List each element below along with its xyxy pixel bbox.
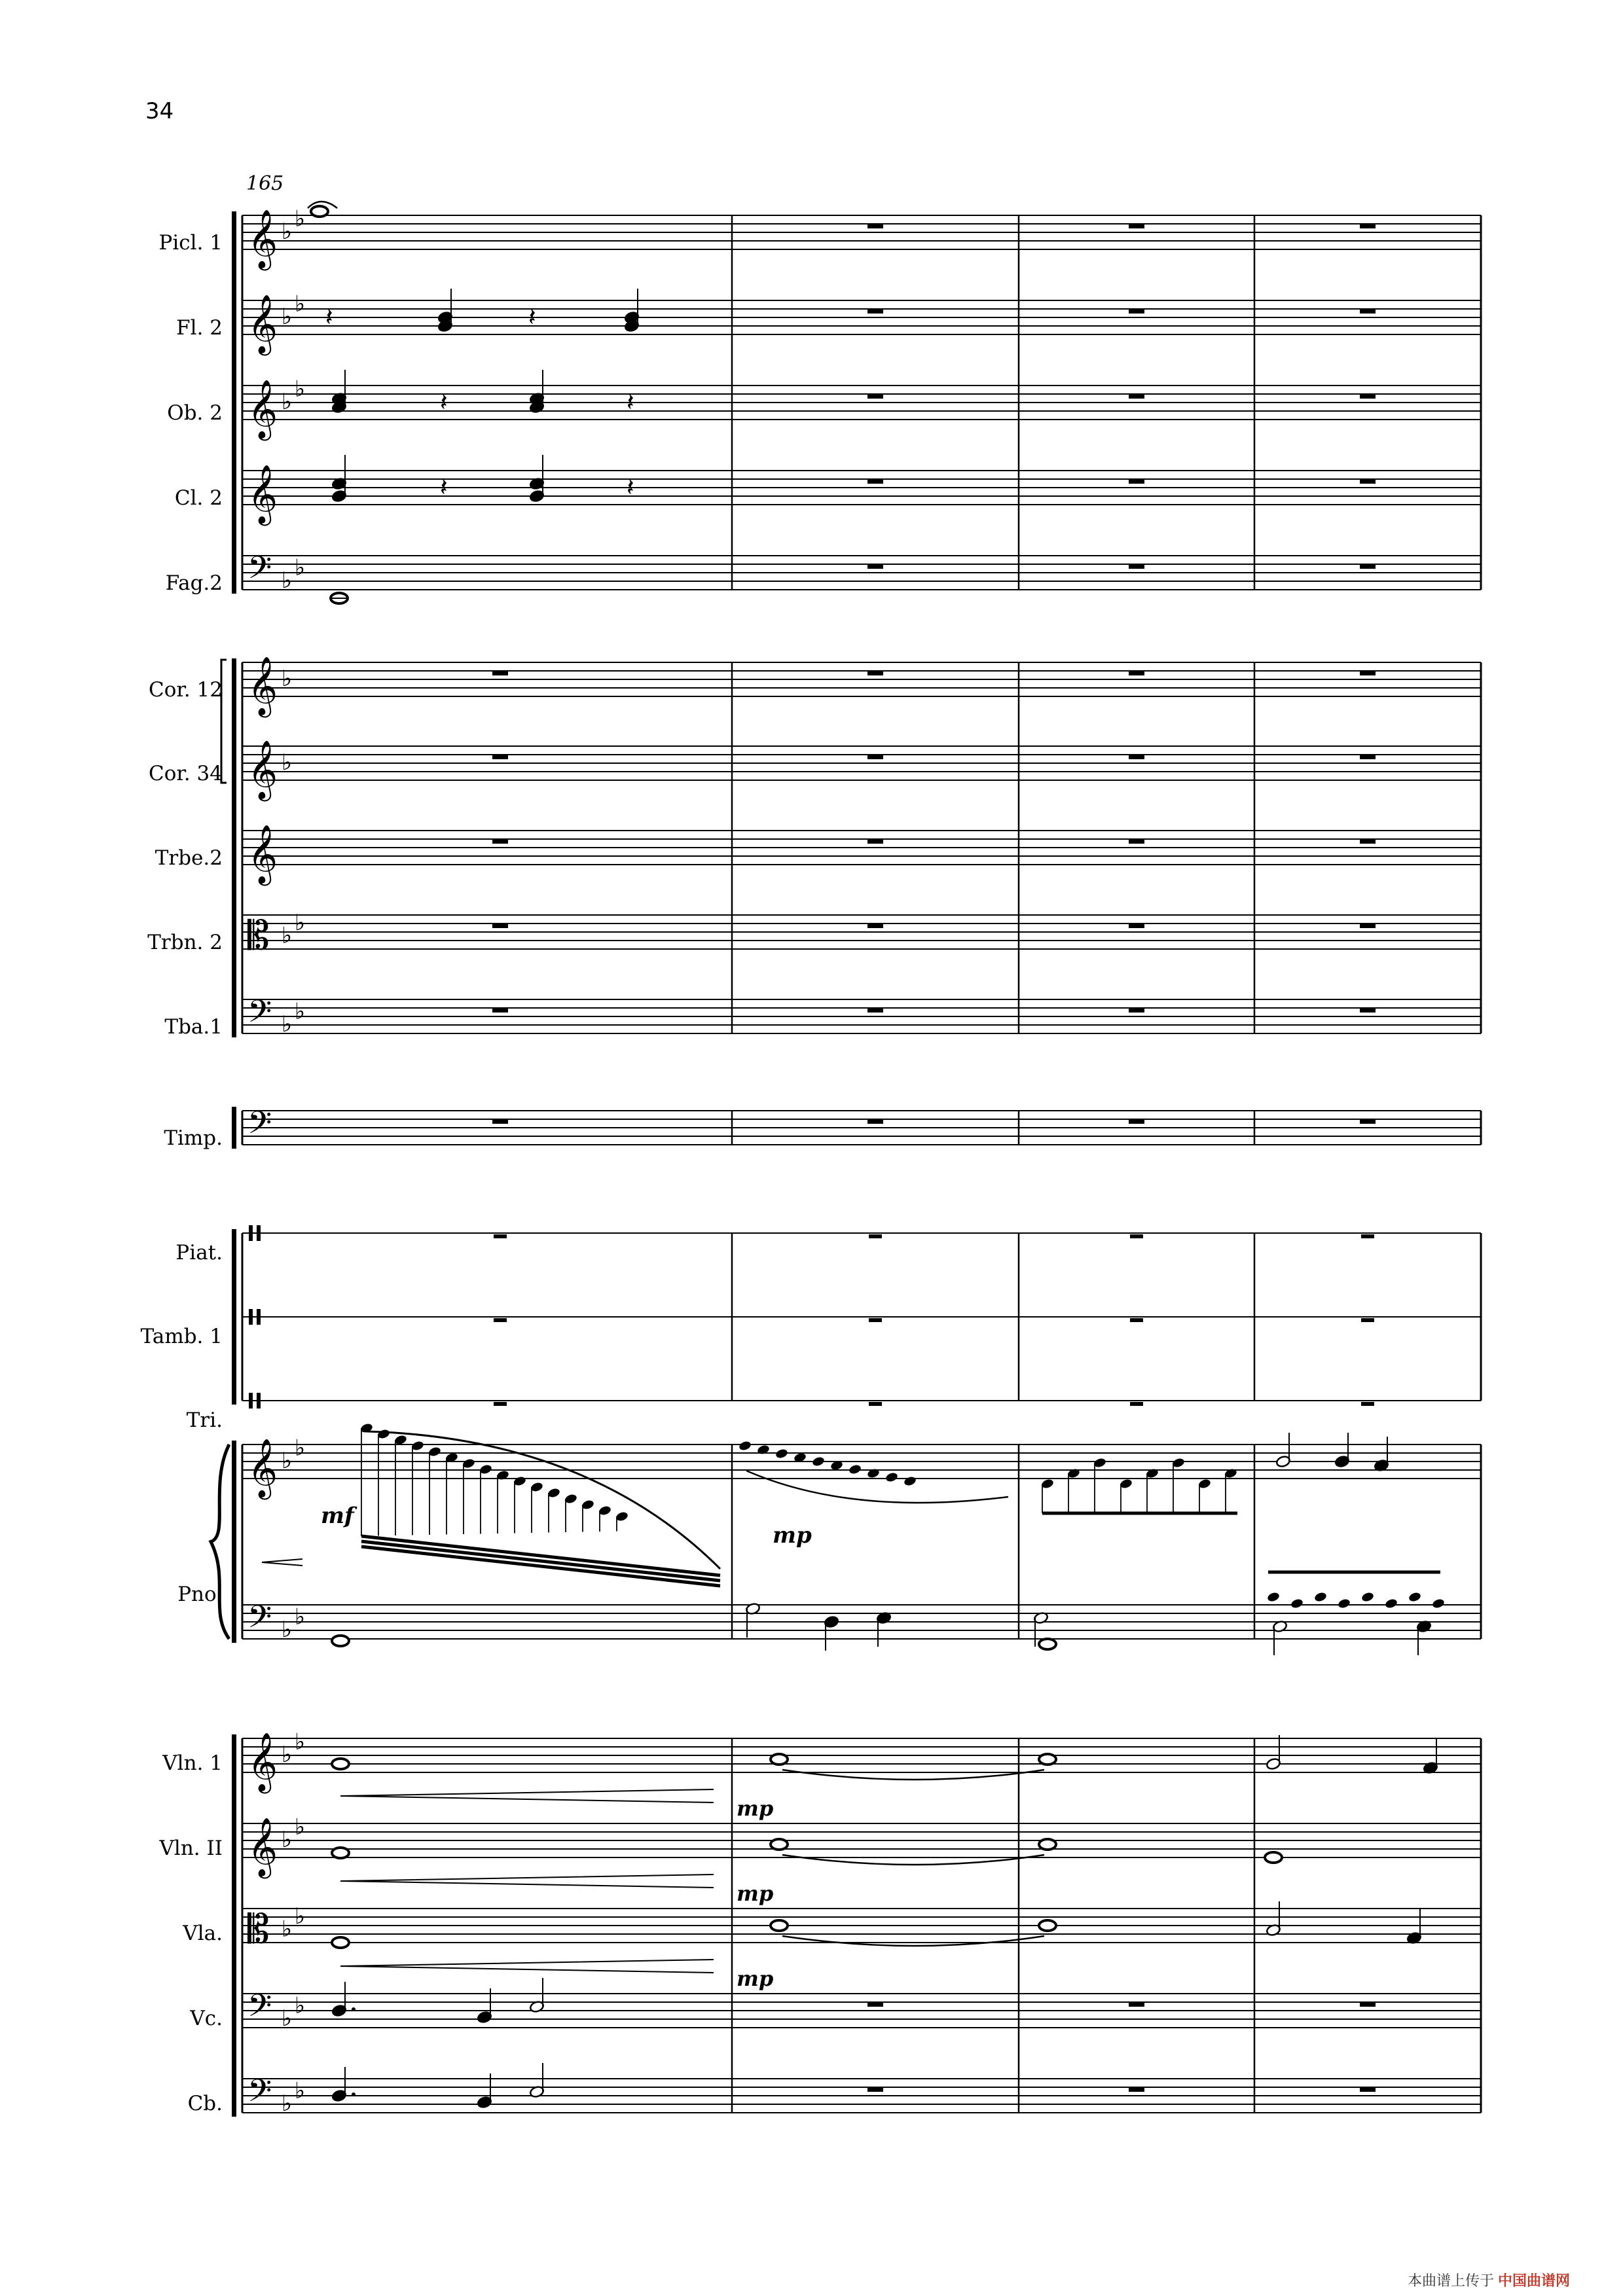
staff-cor-12	[242, 662, 1481, 696]
whole-rest-icon	[867, 394, 883, 399]
note-icon	[1272, 1620, 1288, 1655]
bass-clef-icon: 𝄢	[247, 1987, 272, 2032]
staff-vln-ii	[242, 1823, 1481, 1857]
whole-rest-icon	[867, 1008, 883, 1013]
staff-cb-	[242, 2079, 1481, 2113]
staff-tba-1	[242, 999, 1481, 1033]
treble-clef-icon: 𝄞	[247, 825, 278, 884]
staff-fag-2	[242, 556, 1481, 590]
whole-rest-icon	[867, 1119, 883, 1124]
flat-icon: ♭	[295, 1992, 306, 2019]
flat-icon: ♭	[282, 1011, 293, 1037]
note-icon	[1416, 1620, 1432, 1655]
whole-rest-icon	[1130, 1402, 1143, 1406]
instrument-label: Piat.	[175, 1241, 223, 1265]
note-icon	[1266, 1901, 1281, 1937]
whole-rest-icon	[1360, 1008, 1376, 1013]
whole-rest-icon	[1129, 839, 1144, 844]
instrument-label: Cor. 12	[149, 678, 223, 702]
dynamic-mp: mp	[737, 1796, 774, 1821]
whole-rest-icon	[867, 671, 883, 675]
bass-clef-icon: 𝄢	[247, 2072, 272, 2117]
note-icon	[1275, 1433, 1291, 1468]
bracket	[232, 1734, 236, 2117]
flat-icon: ♭	[282, 1448, 293, 1474]
flat-icon: ♭	[295, 1604, 306, 1630]
flat-icon: ♭	[295, 291, 306, 317]
whole-rest-icon	[1360, 309, 1376, 314]
whole-rest-icon	[1360, 924, 1376, 928]
whole-note-icon	[1039, 1920, 1056, 1931]
whole-rest-icon	[492, 1008, 508, 1013]
treble-clef-icon: 𝄞	[247, 1439, 278, 1498]
note-icon	[876, 1611, 892, 1647]
alto-clef-icon: 𝄡	[247, 913, 270, 959]
bass-clef-icon: 𝄢	[247, 549, 272, 594]
bracket	[232, 658, 236, 1037]
instrument-label: Vla.	[183, 1922, 223, 1945]
whole-rest-icon	[1361, 1402, 1374, 1406]
instrument-label: Pno.	[177, 1583, 223, 1606]
crescendo-hairpin	[340, 1960, 714, 1973]
treble-clef-icon: 𝄞	[247, 209, 278, 268]
whole-rest-icon	[494, 1402, 507, 1406]
whole-rest-icon	[1360, 564, 1376, 569]
whole-rest-icon	[492, 1119, 508, 1124]
instrument-label: Tri.	[186, 1408, 223, 1432]
whole-rest-icon	[1360, 2087, 1376, 2092]
flat-icon: ♭	[295, 910, 306, 936]
tie-icon	[782, 1770, 1044, 1780]
whole-rest-icon	[1129, 309, 1144, 314]
staff-piano-treble	[242, 1444, 1481, 1479]
whole-rest-icon	[1129, 755, 1144, 759]
whole-rest-icon	[1360, 479, 1376, 484]
piano-brace	[211, 1444, 229, 1639]
whole-rest-icon	[1361, 1234, 1374, 1238]
note-icon	[331, 1982, 347, 2017]
whole-note-icon	[1039, 1839, 1056, 1850]
whole-note-icon	[332, 1937, 349, 1948]
whole-rest-icon	[1130, 1318, 1143, 1322]
quarter-rest-icon: 𝄽	[627, 387, 634, 416]
instrument-label: Trbn. 2	[147, 931, 223, 954]
whole-rest-icon	[1130, 1234, 1143, 1238]
footer-logo: 中国曲谱网	[1498, 2273, 1571, 2289]
whole-rest-icon	[1360, 2002, 1376, 2007]
whole-rest-icon	[867, 755, 883, 759]
crescendo-hairpin	[340, 1789, 714, 1803]
flat-icon: ♭	[282, 304, 293, 330]
whole-note-icon	[332, 1848, 349, 1858]
flat-icon: ♭	[282, 666, 293, 692]
whole-rest-icon	[867, 479, 883, 484]
flat-icon: ♭	[295, 2077, 306, 2104]
whole-rest-icon	[869, 1318, 882, 1322]
whole-rest-icon	[1129, 479, 1144, 484]
staff-piano-bass	[242, 1605, 1481, 1639]
whole-note-icon	[332, 1759, 349, 1769]
staff-trbn-2	[242, 915, 1481, 949]
whole-rest-icon	[1361, 1318, 1374, 1322]
piano-passage	[359, 1422, 1445, 1609]
flat-icon: ♭	[295, 376, 306, 403]
whole-rest-icon	[1129, 224, 1144, 228]
staff-trbe-2	[242, 831, 1481, 865]
flat-icon: ♭	[282, 567, 293, 594]
quarter-rest-icon: 𝄽	[325, 302, 333, 331]
staff-vln-1	[242, 1738, 1481, 1772]
whole-rest-icon	[867, 309, 883, 314]
note-icon	[824, 1615, 839, 1651]
whole-note-icon	[1265, 1852, 1282, 1863]
instrument-label: Vln. II	[159, 1837, 223, 1860]
whole-note-icon	[771, 1920, 788, 1931]
staff-cl-2	[242, 471, 1481, 505]
flat-icon: ♭	[282, 922, 293, 949]
flat-icon: ♭	[282, 749, 293, 776]
instrument-label: Vln. 1	[162, 1751, 223, 1775]
staff-vla-	[242, 1909, 1481, 1943]
whole-rest-icon	[1129, 2087, 1144, 2092]
whole-rest-icon	[492, 755, 508, 759]
instrument-label: Ob. 2	[167, 401, 223, 425]
staff-cor-34	[242, 746, 1481, 780]
instrument-label: Picl. 1	[158, 231, 223, 255]
piano-bass-whole-note	[332, 1636, 349, 1646]
quarter-rest-icon: 𝄽	[528, 302, 536, 331]
quarter-rest-icon: 𝄽	[627, 473, 634, 501]
flat-icon: ♭	[282, 2005, 293, 2032]
note-icon	[1266, 1735, 1281, 1770]
whole-rest-icon	[1360, 755, 1376, 759]
quarter-rest-icon: 𝄽	[440, 387, 448, 416]
treble-clef-icon: 𝄞	[247, 380, 278, 439]
note-icon	[1423, 1739, 1438, 1774]
whole-rest-icon	[1129, 1008, 1144, 1013]
whole-rest-icon	[1360, 839, 1376, 844]
instrument-label: Fag.2	[165, 571, 223, 595]
whole-rest-icon	[867, 839, 883, 844]
footer-text: 本曲谱上传于	[1408, 2273, 1495, 2289]
instrument-label: Timp.	[164, 1126, 223, 1150]
dynamic-mp: mp	[737, 1881, 774, 1906]
staff-ob-2	[242, 386, 1481, 420]
measure-number: 165	[246, 172, 284, 195]
whole-rest-icon	[1129, 2002, 1144, 2007]
instrument-label: Vc.	[190, 2007, 223, 2030]
flat-icon: ♭	[282, 1827, 293, 1853]
note-icon	[1406, 1909, 1422, 1945]
staff-vc-	[242, 1994, 1481, 2028]
whole-note-icon	[771, 1839, 788, 1850]
whole-rest-icon	[867, 2087, 883, 2092]
whole-rest-icon	[867, 2002, 883, 2007]
staff-timp-	[242, 1111, 1481, 1145]
instrument-label: Fl. 2	[176, 316, 223, 340]
flat-icon: ♭	[295, 1814, 306, 1840]
staff-picl-1	[242, 215, 1481, 249]
dynamic-mp: mp	[737, 1966, 774, 1991]
staff-fl-2	[242, 300, 1481, 334]
dynamic-mp: mp	[773, 1522, 812, 1549]
flat-icon: ♭	[282, 389, 293, 415]
bass-clef-icon: 𝄢	[247, 1598, 272, 1643]
whole-rest-icon	[494, 1234, 507, 1238]
bass-clef-icon: 𝄢	[247, 1104, 272, 1149]
bracket	[232, 1107, 236, 1149]
whole-rest-icon	[1360, 1119, 1376, 1124]
bracket	[232, 1441, 236, 1643]
flat-icon: ♭	[282, 2090, 293, 2117]
whole-rest-icon	[867, 924, 883, 928]
instrument-label: Cor. 34	[149, 762, 223, 785]
whole-rest-icon	[1129, 564, 1144, 569]
whole-rest-icon	[1129, 394, 1144, 399]
instrument-label: Cl. 2	[174, 486, 223, 510]
flat-icon: ♭	[295, 998, 306, 1025]
flat-icon: ♭	[295, 554, 306, 581]
footer	[1408, 2270, 1570, 2290]
whole-rest-icon	[1129, 1119, 1144, 1124]
whole-note-icon	[1039, 1639, 1056, 1649]
flat-icon: ♭	[282, 1742, 293, 1768]
note-icon	[331, 2067, 347, 2102]
note-icon	[1334, 1433, 1350, 1468]
whole-rest-icon	[492, 924, 508, 928]
instrument-label: Tamb. 1	[140, 1325, 223, 1348]
treble-clef-icon: 𝄞	[247, 656, 278, 715]
page-number: 34	[145, 98, 174, 124]
note-icon	[1374, 1437, 1389, 1472]
whole-rest-icon	[1129, 671, 1144, 675]
crescendo-hairpin	[340, 1874, 714, 1888]
flat-icon: ♭	[295, 1435, 306, 1462]
treble-clef-icon: 𝄞	[247, 1732, 278, 1791]
note-icon	[529, 1978, 545, 2013]
bracket	[232, 211, 236, 594]
tie-icon	[782, 1855, 1044, 1865]
whole-rest-icon	[1360, 224, 1376, 228]
instrument-label: Trbe.2	[155, 846, 223, 870]
whole-rest-icon	[1360, 671, 1376, 675]
whole-rest-icon	[1360, 394, 1376, 399]
whole-rest-icon	[869, 1402, 882, 1406]
instrument-label: Cb.	[187, 2092, 223, 2115]
whole-rest-icon	[867, 224, 883, 228]
whole-rest-icon	[492, 671, 508, 675]
dynamic-mf: mf	[321, 1503, 354, 1529]
flat-icon: ♭	[282, 219, 293, 245]
note-icon	[529, 2063, 545, 2098]
whole-rest-icon	[492, 839, 508, 844]
whole-rest-icon	[867, 564, 883, 569]
whole-rest-icon	[494, 1318, 507, 1322]
flat-icon: ♭	[282, 1916, 293, 1943]
flat-icon: ♭	[295, 1903, 306, 1929]
bracket	[232, 1229, 236, 1405]
flat-icon: ♭	[295, 206, 306, 232]
whole-rest-icon	[1129, 924, 1144, 928]
treble-clef-icon: 𝄞	[247, 465, 278, 524]
treble-clef-icon: 𝄞	[247, 740, 278, 799]
treble-clef-icon: 𝄞	[247, 295, 278, 353]
tie-icon	[782, 1936, 1044, 1946]
treble-clef-icon: 𝄞	[247, 1818, 278, 1876]
picc-whole-note	[311, 206, 328, 217]
hairpin	[262, 1559, 302, 1566]
whole-note-icon	[1039, 1754, 1056, 1765]
bass-clef-icon: 𝄢	[247, 993, 272, 1037]
instrument-label: Tba.1	[164, 1015, 223, 1039]
alto-clef-icon: 𝄡	[247, 1907, 270, 1952]
whole-note-icon	[771, 1754, 788, 1765]
note-icon	[745, 1602, 761, 1638]
flat-icon: ♭	[282, 1617, 293, 1643]
whole-rest-icon	[869, 1234, 882, 1238]
quarter-rest-icon: 𝄽	[440, 473, 448, 501]
flat-icon: ♭	[295, 1729, 306, 1755]
horn-bracket	[221, 660, 227, 783]
